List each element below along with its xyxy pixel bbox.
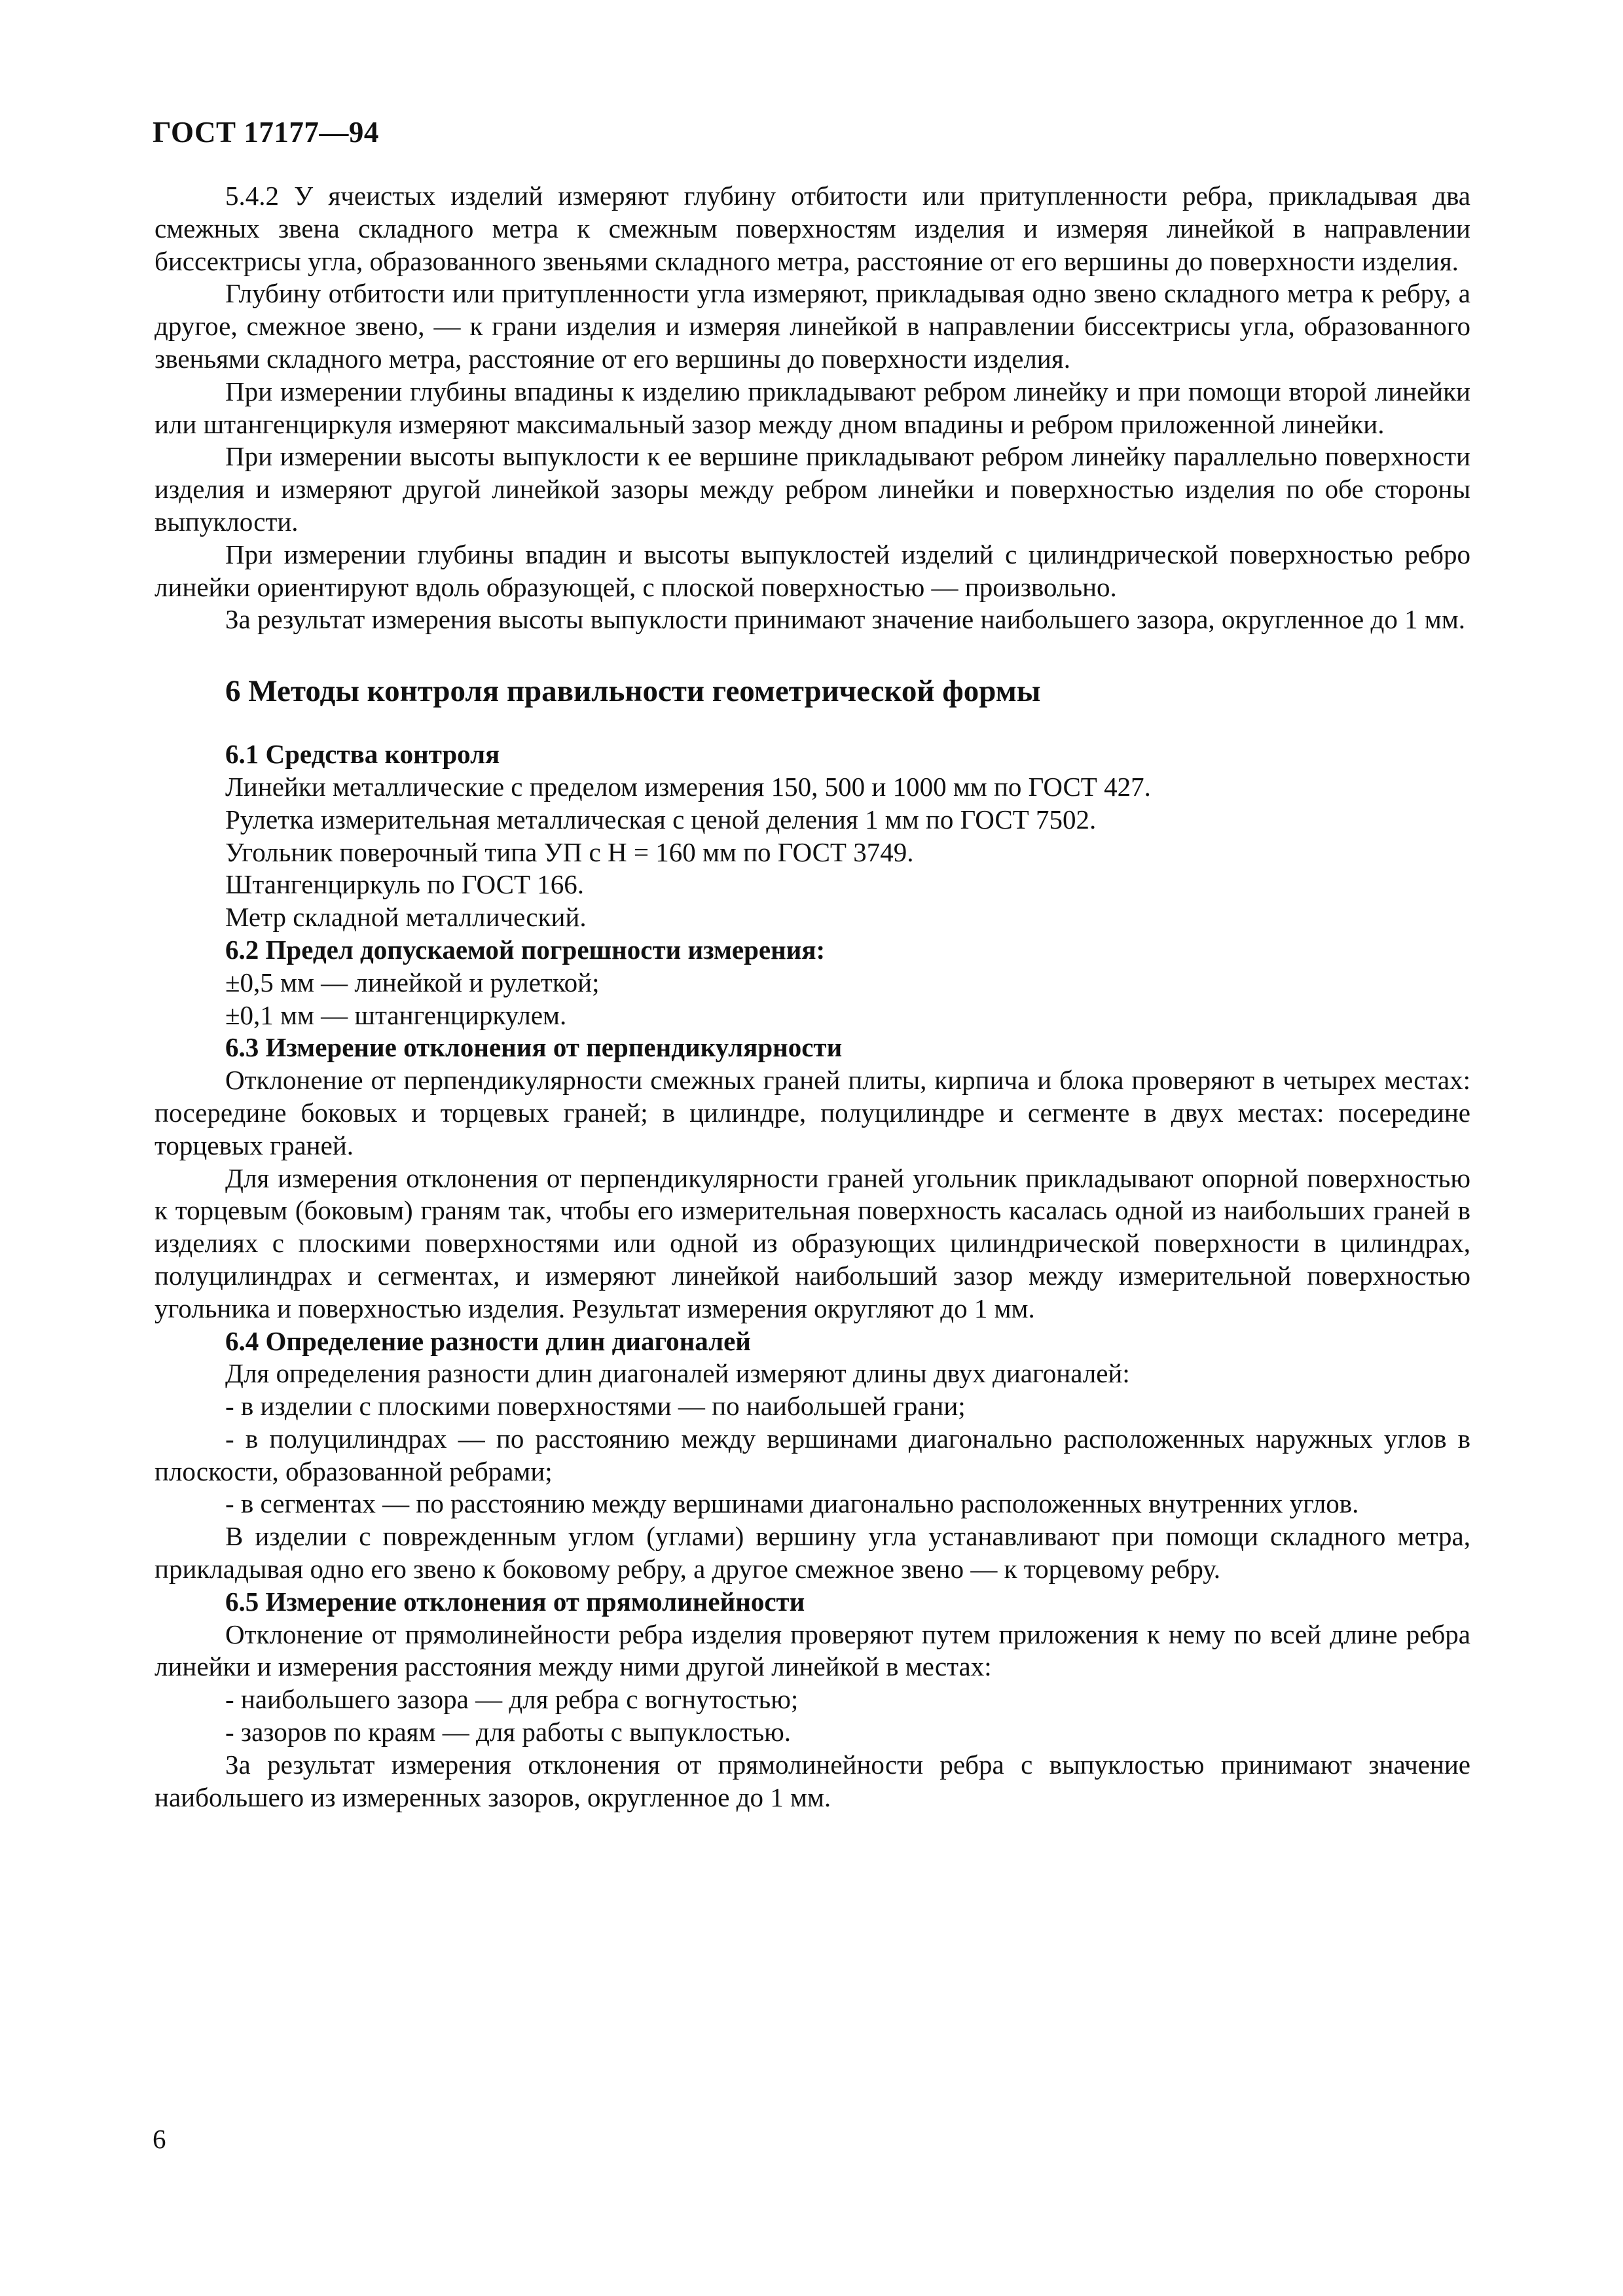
paragraph: При измерении высоты выпуклости к ее вершине прикладывают ребром линейку параллельно поверхности изделия и измеряют другой линейкой зазоры между ребром линейки и поверхностью изделия по обе стороны выпуклости. (155, 441, 1470, 537)
list-item: ±0,1 мм — штангенциркулем. (225, 999, 567, 1030)
subsection-heading: 6.4 Определение разности длин диагоналей (225, 1325, 751, 1356)
paragraph: Глубину отбитости или притупленности угла измеряют, прикладывая одно звено складного метра к ребру, а другое, смежное звено, — к грани изделия и измеряя линейкой в направлении биссектрисы угла, образованного звеньями складного метра, расстояние от его вершины до поверхности изделия. (155, 278, 1470, 374)
list-item: ±0,5 мм — линейкой и рулеткой; (225, 967, 600, 997)
paragraph: При измерении глубины впадины к изделию прикладывают ребром линейку и при помощи второй линейки или штангенциркуля измеряют максимальный зазор между дном впадины и ребром приложенной линейки. (155, 376, 1470, 439)
paragraph: Отклонение от перпендикулярности смежных граней плиты, кирпича и блока проверяют в четырех местах: посередине боковых и торцевых граней; в цилиндре, полуцилиндре и сегменте в двух местах: посередине торцевых граней. (155, 1065, 1470, 1160)
subsection-heading: 6.3 Измерение отклонения от перпендикулярности (225, 1032, 843, 1063)
paragraph: За результат измерения высоты выпуклости принимают значение наибольшего зазора, округленное до 1 мм. (225, 604, 1466, 635)
paragraph: В изделии с поврежденным углом (углами) вершину угла устанавливают при помощи складного метра, прикладывая одно его звено к боковому ребру, а другое смежное звено — к торцевому ребру. (155, 1521, 1470, 1585)
list-item: - в изделии с плоскими поверхностями — по наибольшей грани; (225, 1391, 966, 1422)
list-item: - наибольшего зазора — для ребра с вогнутостью; (225, 1684, 799, 1715)
document-body (155, 180, 1470, 1814)
document-header: ГОСТ 17177—94 (153, 116, 379, 149)
paragraph: Для измерения отклонения от перпендикулярности граней угольник прикладывают опорной поверхностью к торцевым (боковым) граням так, чтобы его измерительная поверхность касалась одной из наибольших граней в изделиях с плоскими поверхностями или одной из образующих цилиндрической поверхности в цилиндрах, полуцилиндрах и сегментах, и измеряют линейкой наибольший зазор между измерительной поверхностью угольника и поверхностью изделия. Результат измерения округляют до 1 мм. (155, 1162, 1470, 1323)
list-item: Метр складной металлический. (225, 902, 587, 933)
list-item (155, 836, 1470, 869)
section-heading: 6 Методы контроля правильности геометрической формы (225, 674, 1041, 709)
paragraph: Для определения разности длин диагоналей измеряют длины двух диагоналей: (225, 1358, 1130, 1389)
list-item: - в сегментах — по расстоянию между вершинами диагонально расположенных внутренних углов. (225, 1488, 1359, 1519)
list-item-text: Угольник поверочный типа УП с H = 160 мм по ГОСТ 3749. (225, 836, 914, 867)
list-item: Рулетка измерительная металлическая с ценой деления 1 мм по ГОСТ 7502. (225, 804, 1097, 834)
page-number: 6 (153, 2124, 166, 2154)
paragraph: Отклонение от прямолинейности ребра изделия проверяют путем приложения к нему по всей длине ребра линейки и измерения расстояния между ними другой линейкой в местах: (155, 1619, 1470, 1682)
list-item: Штангенциркуль по ГОСТ 166. (225, 869, 585, 900)
paragraph: За результат измерения отклонения от прямолинейности ребра с выпуклостью принимают значение наибольшего из измеренных зазоров, округленное до 1 мм. (155, 1749, 1470, 1812)
list-item: Линейки металлические с пределом измерения 150, 500 и 1000 мм по ГОСТ 427. (225, 771, 1151, 802)
subsection-heading: 6.5 Измерение отклонения от прямолинейности (225, 1586, 805, 1617)
paragraph: 5.4.2 У ячеистых изделий измеряют глубину отбитости или притупленности ребра, прикладывая два смежных звена складного метра к смежным поверхностям изделия и измеряя линейкой в направлении биссектрисы угла, образованного звеньями складного метра, расстояние от его вершины до поверхности изделия. (155, 181, 1470, 276)
subsection-heading: 6.1 Средства контроля (225, 739, 500, 770)
subsection-heading: 6.2 Предел допускаемой погрешности измерения: (225, 934, 826, 965)
paragraph: При измерении глубины впадин и высоты выпуклостей изделий с цилиндрической поверхностью ребро линейки ориентируют вдоль образующей, с плоской поверхностью — произвольно. (155, 539, 1470, 602)
list-item: - зазоров по краям — для работы с выпуклостью. (225, 1717, 792, 1748)
list-item: - в полуцилиндрах — по расстоянию между вершинами диагонально расположенных наружных углов в плоскости, образованной ребрами; (155, 1423, 1470, 1486)
